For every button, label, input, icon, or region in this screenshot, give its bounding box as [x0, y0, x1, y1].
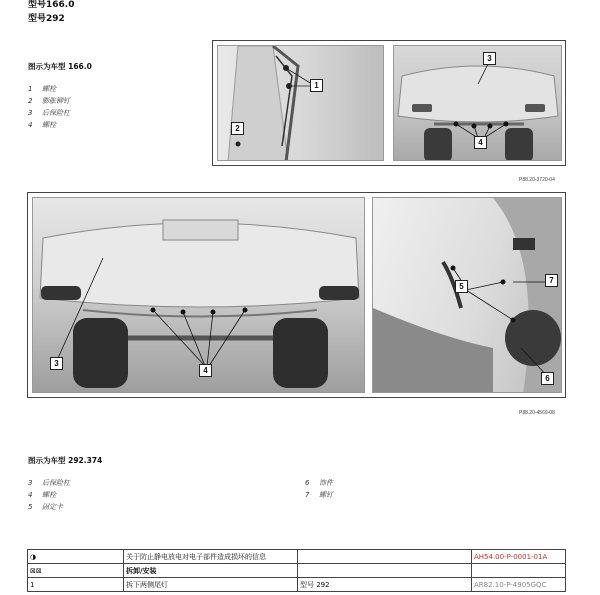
table-cell-ref: [472, 564, 566, 578]
legend-item: 4 螺栓: [28, 121, 56, 129]
figure2-legend-right: [305, 477, 333, 501]
callout-5: 5: [455, 280, 468, 293]
figure2-frame: [27, 192, 566, 398]
callout-3: 3: [483, 52, 496, 65]
figure2-photo-wheel-arch: [372, 197, 562, 393]
legend-item: 3 后保险杠: [28, 109, 70, 117]
esd-icon: ◑: [28, 550, 124, 564]
legend-item: 3 后保险杠: [28, 479, 70, 487]
figure1-ref: P88.20-3720-04: [519, 177, 555, 183]
callout-6: 6: [541, 372, 554, 385]
callout-2: 2: [231, 122, 244, 135]
legend-item: 7 螺钉: [305, 491, 333, 499]
model-line-2: 型号292: [28, 14, 65, 24]
bumper-edge-drawing: [218, 46, 384, 161]
figure1-title: 图示为车型 166.0: [28, 62, 92, 71]
remove-install-icon: ⊠⊠: [28, 564, 124, 578]
table-cell-desc: 拆下两侧尾灯: [124, 578, 298, 592]
figure1-frame: [212, 40, 566, 166]
callout-3: 3: [50, 357, 63, 370]
legend-item: 2 膨胀铆钉: [28, 97, 70, 105]
figure2-ref: P88.20-4569-08: [519, 410, 555, 416]
table-cell-model: [298, 550, 472, 564]
wheel-arch-drawing: [373, 198, 562, 393]
figure2-photo-rear-underside: [32, 197, 365, 393]
table-row: [28, 550, 566, 564]
callout-1: 1: [310, 79, 323, 92]
operations-table: [27, 549, 566, 592]
table-cell-desc: 关于防止静电放电对电子部件造成损坏的信息: [124, 550, 298, 564]
callout-7: 7: [545, 274, 558, 287]
legend-item: 6 饰件: [305, 479, 333, 487]
figure2-legend-left: [28, 477, 70, 513]
table-row: [28, 578, 566, 592]
step-number: 1: [28, 578, 124, 592]
table-cell-model: [298, 564, 472, 578]
legend-item: 4 螺栓: [28, 491, 56, 499]
callout-4: 4: [474, 136, 487, 149]
callout-4: 4: [199, 364, 212, 377]
figure1-legend: [28, 83, 70, 131]
figure1-photo-rear-bumper: [393, 45, 562, 161]
table-row: [28, 564, 566, 578]
reference-link[interactable]: AR82.10-P-4905GQC: [472, 578, 566, 592]
table-cell-desc: 拆卸/安装: [124, 564, 298, 578]
legend-item: 1 螺栓: [28, 85, 56, 93]
legend-item: 5 固定卡: [28, 503, 63, 511]
table-cell-model: 型号 292: [298, 578, 472, 592]
model-line-1: 型号166.0: [28, 0, 75, 10]
figure2-title: 图示为车型 292.374: [28, 456, 103, 465]
reference-link[interactable]: AH54.00-P-0001-01A: [472, 550, 566, 564]
figure1-photo-bumper-edge: [217, 45, 384, 161]
